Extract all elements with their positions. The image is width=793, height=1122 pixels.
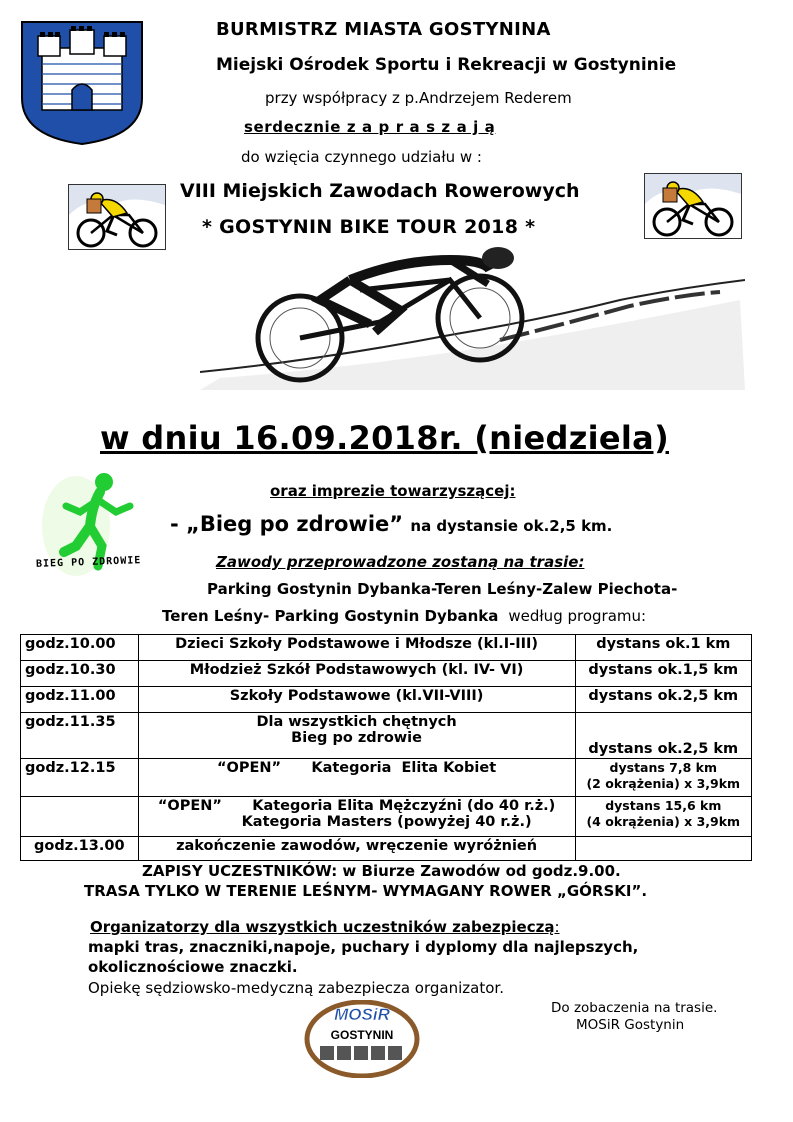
description-cell: Dzieci Szkoły Podstawowe i Młodsze (kl.I-III) [138, 635, 575, 661]
description-cell: “OPEN” Kategoria Elita Kobiet [138, 759, 575, 797]
route-line-2 [162, 607, 646, 625]
runner-logo-text: BIEG PO ZDROWIE [35, 555, 142, 570]
route-line-2-text: Teren Leśny- Parking Gostynin Dybanka [162, 607, 499, 625]
side-event-heading: oraz imprezie towarzyszącej: [270, 482, 516, 500]
distance-line: dystans 15,6 km [605, 798, 722, 813]
run-title-line [170, 512, 612, 536]
description-line: Dla wszystkich chętnych [256, 714, 457, 730]
table-row [21, 759, 752, 797]
participation-line: do wzięcia czynnego udziału w : [241, 148, 482, 166]
medical-care-line: Opiekę sędziowsko-medyczną zabezpiecza organizator. [88, 979, 504, 997]
distance-line: dystans 7,8 km [609, 760, 718, 775]
description-line: “OPEN” Kategoria Elita Mężczyźni (do 40 r.ż.) [157, 798, 556, 814]
description-cell [138, 713, 575, 759]
event-date: w dniu 16.09.2018r. (niedziela) [100, 419, 670, 457]
table-row [21, 713, 752, 759]
description-cell: Szkoły Podstawowe (kl.VII-VIII) [138, 687, 575, 713]
mayor-heading: BURMISTRZ MIASTA GOSTYNINA [216, 19, 551, 40]
run-distance: na dystansie ok.2,5 km. [410, 517, 613, 535]
organizers-heading [90, 918, 560, 936]
description-line: Kategoria Masters (powyżej 40 r.ż.) [241, 814, 532, 830]
table-row [21, 661, 752, 687]
distance-cell [575, 797, 751, 837]
cooperation-line: przy współpracy z p.Andrzejem Rederem [265, 89, 572, 107]
distance-cell [575, 837, 751, 861]
time-cell [21, 797, 139, 837]
mosir-logo [304, 1000, 420, 1078]
see-you-line: Do zobaczenia na trasie. [551, 1000, 718, 1016]
registration-line: ZAPISY UCZESTNIKÓW: w Biurze Zawodów od godz.9.00. [142, 862, 621, 880]
organizers-title: Organizatorzy dla wszystkich uczestników zabezpieczą [90, 918, 555, 936]
distance-cell: dystans ok.1,5 km [575, 661, 751, 687]
cyclist-icon [644, 173, 742, 239]
distance-cell: dystans ok.1 km [575, 635, 751, 661]
time-cell: godz.11.00 [21, 687, 139, 713]
distance-line: (4 okrążenia) x 3,9km [586, 814, 741, 829]
distance-line: (2 okrążenia) x 3,9km [586, 776, 741, 791]
distance-cell: dystans ok.2,5 km [575, 713, 751, 759]
organizers-colon: : [554, 918, 560, 936]
schedule-table [20, 634, 752, 861]
mosir-heading: Miejski Ośrodek Sportu i Rekreacji w Gostyninie [216, 55, 677, 75]
event-name: VIII Miejskich Zawodach Rowerowych [180, 180, 580, 202]
run-title: - „Bieg po zdrowie” [170, 512, 404, 536]
table-row [21, 687, 752, 713]
table-row [21, 837, 752, 861]
time-cell: godz.12.15 [21, 759, 139, 797]
mosir-logo-top: MOSiR [334, 1005, 390, 1024]
gostynin-coat-of-arms [18, 18, 146, 146]
mosir-logo-bottom: GOSTYNIN [330, 1028, 394, 1042]
route-requirement: TRASA TYLKO W TERENIE LEŚNYM- WYMAGANY ROWER „GÓRSKI”. [84, 882, 648, 900]
time-cell: godz.10.00 [21, 635, 139, 661]
route-line-1: Parking Gostynin Dybanka-Teren Leśny-Zalew Piechota- [207, 580, 678, 598]
time-cell: godz.13.00 [21, 837, 139, 861]
organizers-line-2: okolicznościowe znaczki. [88, 958, 298, 976]
time-cell: godz.10.30 [21, 661, 139, 687]
time-cell: godz.11.35 [21, 713, 139, 759]
cyclist-icon [68, 184, 166, 250]
table-row [21, 797, 752, 837]
event-subtitle: * GOSTYNIN BIKE TOUR 2018 * [202, 216, 536, 238]
description-cell: zakończenie zawodów, wręczenie wyróżnień [138, 837, 575, 861]
program-label: według programu: [508, 607, 647, 625]
signature-line: MOSiR Gostynin [576, 1017, 685, 1033]
description-line: Bieg po zdrowie [291, 730, 422, 746]
description-cell [138, 797, 575, 837]
organizers-line-1: mapki tras, znaczniki,napoje, puchary i dyplomy dla najlepszych, [88, 938, 639, 956]
invitation-line: serdecznie z a p r a s z a j ą [244, 118, 496, 136]
mountain-biker-illustration [200, 240, 745, 390]
distance-cell: dystans ok.2,5 km [575, 687, 751, 713]
distance-cell [575, 759, 751, 797]
table-row [21, 635, 752, 661]
route-intro: Zawody przeprowadzone zostaną na trasie: [216, 553, 585, 571]
description-cell: Młodzież Szkół Podstawowych (kl. IV- VI) [138, 661, 575, 687]
